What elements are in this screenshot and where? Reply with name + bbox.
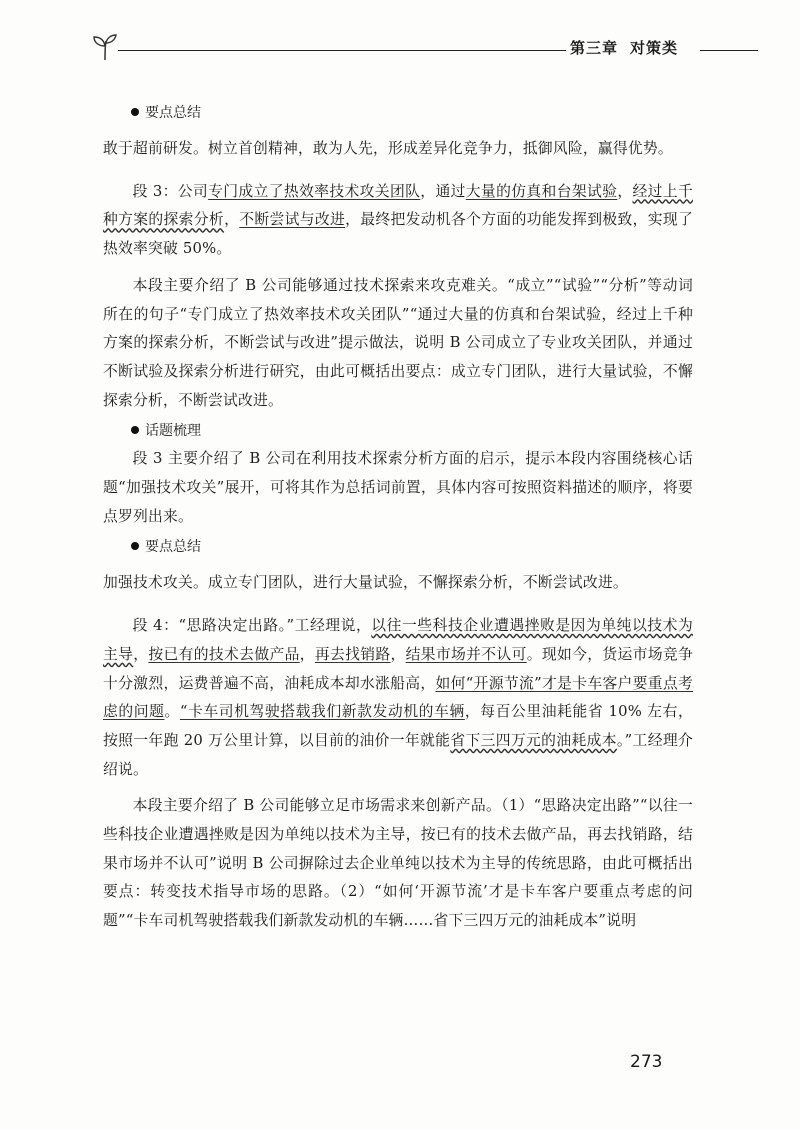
underlined-phrase: 结果市场并不认可: [405, 645, 527, 663]
summary-paragraph: 敢于超前研发。树立首创精神，敢为人先，形成差异化竞争力，抵御风险，赢得优势。: [103, 140, 673, 157]
section-heading: 要点总结: [131, 97, 693, 127]
wavy-underlined-phrase: 省下三四万元的油耗成本: [450, 731, 617, 749]
analysis-paragraph: 本段主要介绍了 B 公司能够立足市场需求来创新产品。（1）“思路决定出路”“以往一些科技企业遭遇挫败是因为单纯以技术为主导，按已有的技术去做产品，再去找销路，结果市场并不认可”说明 B 公司摒除过去企业单纯以技术为主导的传统思路，由此可概括出要点：转变技术指导市场的思路。（2）“如何‘开源节流’才是卡车客户要重点考虑的问题”“卡车司机驾驶搭载我们新款发动机的车辆……省下三四万元的油耗成本”说明: [103, 797, 693, 930]
section-heading: 要点总结: [131, 531, 693, 561]
header-rule-right: [700, 50, 758, 51]
bullet-icon: [131, 108, 139, 116]
wavy-underlined-phrase: 经过上千种方案的探索分析: [103, 182, 693, 229]
section-heading: 话题梳理: [131, 415, 693, 445]
summary-paragraph: 加强技术攻关。成立专门团队，进行大量试验，不懈探索分析，不断尝试改进。: [103, 574, 628, 592]
source-paragraph: 段 4：“思路决定出路。”工经理说，以往一些科技企业遭遇挫败是因为单纯以技术为主导，按已有的技术去做产品，再去找销路，结果市场并不认可。现如今，货运市场竞争十分激烈，运费普遍不高，油耗成本却水涨船高，如何“开源节流”才是卡车客户要重点考虑的问题。“卡车司机驾驶搭载我们新款发动机的车辆，每百公里油耗能省 10% 左右，按照一年跑 20 万公里计算，以目前的油价一年就能省下三四万元的油耗成本。”工经理介绍说。: [103, 617, 694, 778]
underlined-phrase: 再去找销路: [314, 645, 391, 663]
sprout-icon: [88, 30, 122, 64]
chapter-title: [570, 37, 678, 58]
topic-paragraph: 段 3 主要介绍了 B 公司在利用技术探索分析方面的启示，提示本段内容围绕核心话题“加强技术攻关”展开，可将其作为总括词前置，具体内容可按照资料描述的顺序，将要点罗列出来。: [103, 450, 693, 525]
page-header: [0, 0, 800, 70]
underlined-phrase: 如何“开源节流”才是卡车客户要重点考虑的问题: [103, 674, 694, 721]
analysis-paragraph: 本段主要介绍了 B 公司能够通过技术探索来攻克难关。“成立”“试验”“分析”等动词所在的句子“专门成立了热效率技术攻关团队”“通过大量的仿真和台架试验，经过上千种方案的探索分析，不断尝试与改进”提示做法，说明 B 公司成立了专业攻关团队，并通过不断试验及探索分析进行研究，由此可概括出要点：成立专门团队，进行大量试验，不懈探索分析，不断尝试改进。: [103, 276, 693, 409]
header-rule-left: [118, 50, 566, 51]
page-number: 273: [630, 1052, 663, 1072]
wavy-underlined-phrase: 以往一些科技企业遭遇挫败是因为单纯以技术为主导: [103, 617, 694, 663]
underlined-phrase: 不断尝试与改进: [239, 211, 346, 229]
chapter-number: 第三章: [570, 39, 619, 57]
bullet-icon: [131, 426, 139, 434]
underlined-phrase: 按已有的技术去做产品: [148, 645, 300, 663]
page-body: [103, 97, 693, 936]
section-name: 对策类: [630, 39, 679, 57]
underlined-phrase: “卡车司机驾驶搭载我们新款发动机的车辆: [179, 703, 465, 721]
underlined-phrase: 大量的仿真和台架试验: [465, 182, 618, 200]
underlined-phrase: 专门成立了热效率技术攻关团队: [208, 182, 421, 200]
bullet-icon: [131, 542, 139, 550]
source-paragraph: 段 3：公司专门成立了热效率技术攻关团队，通过大量的仿真和台架试验，经过上千种方案的探索分析，不断尝试与改进，最终把发动机各个方面的功能发挥到极致，实现了热效率突破 50%。: [103, 182, 694, 258]
